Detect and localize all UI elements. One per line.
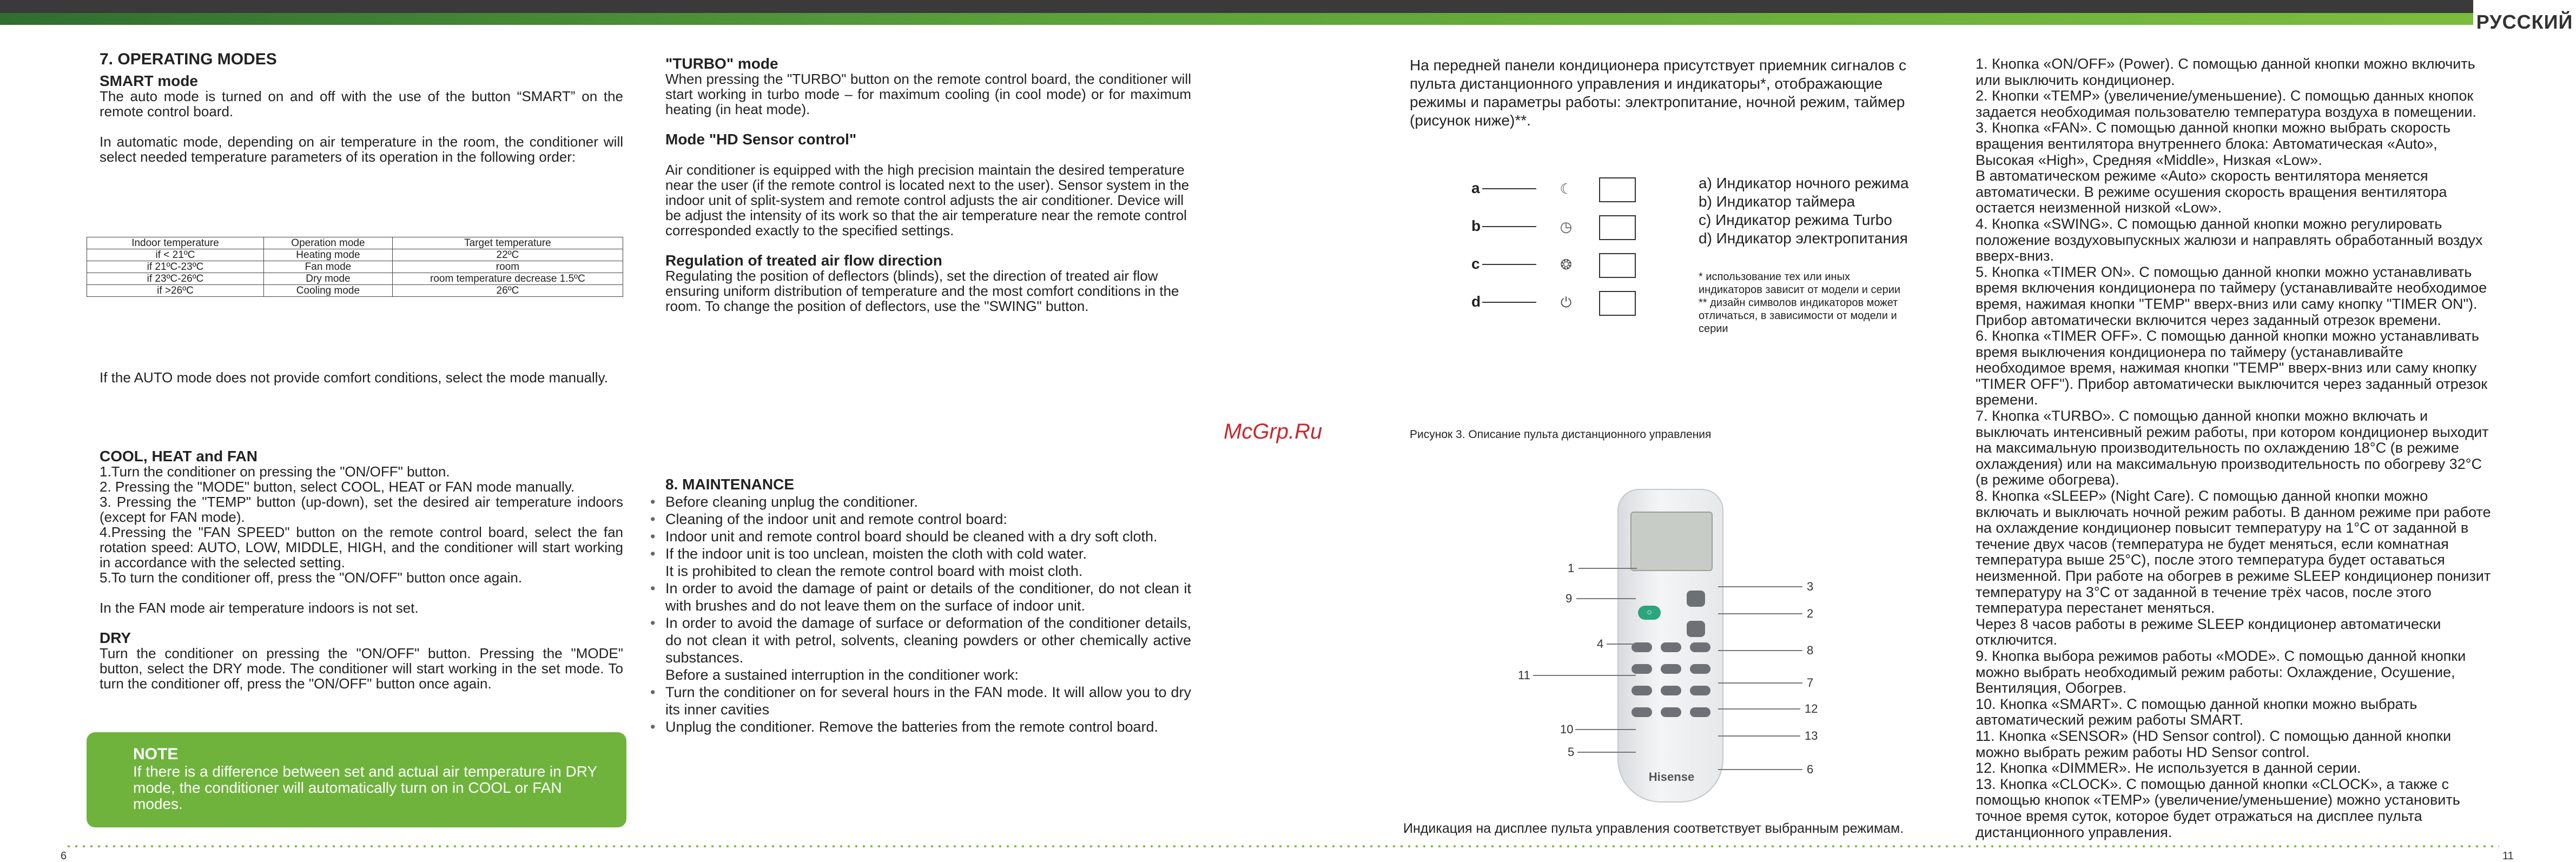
remote-button: [1661, 686, 1681, 695]
page-number-left: 6: [61, 850, 67, 862]
regulation-text: Regulating the position of deflectors (blinds), set the direction of treated air flow ensuring uniform distribution of temperature and the most comfort conditions in the room. To change the position of deflectors, use the "SWING" button.: [665, 268, 1179, 314]
button-description: 8. Кнопка «SLEEP» (Night Care). С помощью данной кнопки можно включать и выключать ночной режим работы. В данном режиме при работе на охлаждение кондиционер повысит температуру на 1°С от заданной в течение двух часов (температура не будет меняться, если комнатная температура выше 25°С), после этого температура будет оставаться неизменной. При работе на обогрев в режиме SLEEP кондиционер понизит температуру на 3°С от заданной в течение трёх часов, после этого температура перестанет меняться.: [1976, 488, 2491, 616]
table-cell: if 21ºC-23ºC: [87, 261, 264, 273]
button-description: 13. Кнопка «CLOCK». С помощью данной кнопки «CLOCK», а также с помощью кнопок «TEMP» (увеличение/уменьшение) можно установить точное время суток, которое будет отражаться на дисплее пульта дистанционного управления.: [1976, 775, 2460, 840]
note-text: If there is a difference between set and actual air temperature in DRY mode, the conditioner will automatically turn on in COOL or FAN modes.: [133, 763, 597, 812]
left-column: [100, 52, 623, 164]
remote-button: [1661, 642, 1681, 652]
button-description: 7. Кнопка «TURBO». С помощью данной кнопки можно включать и выключать интенсивный режим работы, при котором кондиционер выходит на максимальную производительность по охлаждению 18°С (в режиме охлаждения) или на максимальную производительность по обогреву 32°С (в режиме обогрева).: [1976, 408, 2489, 488]
callout-line: [1578, 568, 1637, 569]
indicator-box: [1599, 253, 1636, 278]
list-item: It is prohibited to clean the remote control board with moist cloth.: [665, 563, 1083, 579]
list-item: • Before cleaning unplug the conditioner.: [649, 493, 1191, 510]
callout-number: 2: [1807, 607, 1814, 620]
turbo-text: When pressing the "TURBO" button on the remote control board, the conditioner will start working in turbo mode – for maximum cooling (in cool mode) or for maximum heating (in heat mode).: [665, 71, 1191, 117]
indicator-row-c: [1471, 249, 1655, 279]
indicator-row-a: [1471, 173, 1655, 203]
callout-line: [1576, 598, 1636, 599]
cool-step: 2. Pressing the "MODE" button, select COOL, HEAT or FAN mode manually.: [100, 479, 575, 495]
table-header-cell: Operation mode: [264, 237, 393, 249]
indicator-box: [1599, 177, 1636, 202]
button-description: 10. Кнопка «SMART». С помощью данной кнопки можно выбрать автоматический режим работы SMART.: [1976, 695, 2418, 728]
list-item: • Turn the conditioner on for several hours in the FAN mode. It will allow you to dry its inner cavities: [649, 684, 1191, 718]
header-green-bar: [0, 13, 2576, 25]
language-label: РУССКИЙ: [2476, 11, 2573, 33]
table-cell: room temperature decrease 1.5ºC: [392, 273, 623, 285]
smart-title: SMART mode: [100, 72, 198, 89]
table-row: [87, 285, 623, 297]
table-row: [87, 249, 623, 261]
indicator-diagram: [1471, 173, 1655, 330]
table-cell: if >26ºC: [87, 285, 264, 297]
table-header-cell: Indoor temperature: [87, 237, 264, 249]
table-cell: if < 21ºC: [87, 249, 264, 261]
watermark: McGrp.Ru: [1224, 420, 1323, 443]
table-cell: if 23ºC-26ºC: [87, 273, 264, 285]
button-description: 6. Кнопка «TIMER OFF». С помощью данной кнопки можно устанавливать время выключения кондиционера по таймеру (устанавливайте необходимое время, нажимая кнопки "TEMP" вверх-вниз или саму кнопку "TIMER OFF"). Прибор автоматически выключится через заданный отрезок времени.: [1976, 328, 2488, 408]
callout-number: 7: [1807, 676, 1814, 689]
note-title: NOTE: [133, 745, 179, 763]
remote-button: [1690, 707, 1710, 717]
button-description: 12. Кнопка «DIMMER». Не используется в данной серии.: [1976, 760, 2361, 777]
fan-note: In the FAN mode air temperature indoors is not set.: [100, 600, 419, 616]
callout-line: [1718, 650, 1802, 651]
button-description: В автоматическом режиме «Auto» скорость вентилятора меняется автоматически. В режиме осушения скорость вращения вентилятора остается неизменной низкой «Low».: [1976, 168, 2447, 216]
temp-up-button: [1687, 591, 1705, 607]
indicator-leader-line: [1482, 188, 1536, 189]
remote-button: [1690, 642, 1710, 652]
callout-number: 13: [1805, 729, 1818, 742]
list-item: Before a sustained interruption in the conditioner work:: [665, 667, 1019, 683]
table-cell: 26ºC: [392, 285, 623, 297]
footer-dotted-line: [65, 845, 2499, 847]
temp-down-button: [1687, 621, 1705, 637]
callout-number: 3: [1807, 580, 1814, 593]
note-box: [87, 732, 626, 827]
button-description: 1. Кнопка «ON/OFF» (Power). С помощью данной кнопки можно включить или выключить кондиционер.: [1976, 56, 2475, 88]
indicator-leader-line: [1482, 226, 1536, 227]
callout-line: [1718, 586, 1802, 587]
power-icon: ⏻: [1560, 294, 1572, 310]
page-number-right: 11: [2502, 850, 2514, 862]
indicator-legend: [1699, 174, 1937, 248]
footnote: ** дизайн символов индикаторов может отличаться, в зависимости от модели и серии: [1699, 297, 1898, 335]
callout-number: 9: [1566, 592, 1573, 605]
figure-caption: Рисунок 3. Описание пульта дистанционного управления: [1410, 428, 1712, 441]
indicator-leader-line: [1482, 264, 1536, 265]
callout-number: 10: [1560, 722, 1574, 736]
button-description: 11. Кнопка «SENSOR» (HD Sensor control). С помощью данной кнопки можно выбрать режим работы HD Sensor control.: [1976, 727, 2452, 760]
callout-number: 4: [1597, 637, 1604, 651]
callout-number: 12: [1805, 702, 1818, 715]
dry-title: DRY: [100, 629, 131, 646]
remote-button: [1690, 686, 1710, 695]
language-tab: [2473, 0, 2576, 38]
table-header-cell: Target temperature: [392, 237, 623, 249]
indicator-letter: a: [1471, 180, 1480, 196]
maintenance-title: 8. MAINTENANCE: [665, 476, 795, 493]
indicator-label: b) Индикатор таймера: [1699, 193, 1855, 210]
cool-step: 1.Turn the conditioner on pressing the "ON/OFF" button.: [100, 463, 450, 480]
indicator-label: a) Индикатор ночного режима: [1699, 175, 1909, 191]
smart-paragraph-2: In automatic mode, depending on air temperature in the room, the conditioner will select needed temperature parameters of its operation in the following order:: [100, 134, 623, 165]
remote-brand-logo: Hisense: [1648, 770, 1695, 784]
list-item: • In order to avoid the damage of paint or details of the conditioner, do not clean it with brushes and do not leave them on the surface of indoor unit.: [649, 580, 1191, 614]
button-description: 2. Кнопки «TEMP» (увеличение/уменьшение). С помощью данных кнопок задается необходимая пользователю температура воздуха в помещении.: [1976, 88, 2476, 120]
cool-heat-fan-section: [100, 449, 623, 691]
table-row: [87, 273, 623, 285]
callout-number: 11: [1518, 668, 1530, 682]
button-description: 3. Кнопка «FAN». С помощью данной кнопки можно выбрать скорость вращения вентилятора внутреннего блока: Автоматическая «Auto», Высокая «High», Средняя «Middle», Низкая «Low».: [1976, 120, 2450, 168]
maintenance-list: [649, 493, 1191, 735]
callout-line: [1575, 729, 1636, 730]
table-cell: Cooling mode: [264, 285, 393, 297]
remote-control-image: [1617, 489, 1723, 803]
cool-heat-fan-title: COOL, HEAT and FAN: [100, 448, 257, 465]
remote-display: [1630, 512, 1713, 571]
footnotes: [1699, 270, 1915, 335]
indicator-letter: c: [1471, 255, 1480, 272]
cool-step: 3. Pressing the "TEMP" button (up-down), set the desired air temperature indoors (except for FAN mode).: [100, 494, 623, 525]
indicator-leader-line: [1482, 302, 1536, 303]
button-description: 5. Кнопка «TIMER ON». С помощью данной кнопки можно устанавливать время включения кондиционера по таймеру (устанавливайте необходимое время, нажимая кнопки "TEMP" вверх-вниз или саму кнопку "TIMER ON"). Прибор автоматически включится через заданный отрезок времени.: [1976, 263, 2487, 328]
button-description: 4. Кнопка «SWING». С помощью данной кнопки можно регулировать положение воздуховыпускных жалюзи и направлять обработанный воздух вверх-вниз.: [1976, 215, 2483, 264]
remote-button: [1661, 664, 1681, 674]
list-item: • If the indoor unit is too unclean, moisten the cloth with cold water.: [649, 545, 1191, 562]
list-item: • In order to avoid the damage of surface or deformation of the conditioner details, do not clean it with petrol, solvents, cleaning powders or other chemically active substances.: [649, 614, 1191, 666]
indicator-letter: b: [1471, 217, 1481, 234]
table-cell: Fan mode: [264, 261, 393, 273]
callout-line: [1718, 735, 1800, 737]
auto-note: [100, 370, 623, 385]
buttons-description: [1976, 56, 2495, 840]
button-description: 9. Кнопка выбора режимов работы «MODE». С помощью данной кнопки можно выбрать необходимый режим работы: Охлаждение, Осушение, Вентиляция, Обогрев.: [1976, 647, 2466, 697]
callout-line: [1718, 769, 1802, 770]
table-row: [87, 261, 623, 273]
indicator-box: [1599, 215, 1636, 240]
indicator-label: d) Индикатор электропитания: [1699, 230, 1908, 247]
cool-step: 4.Pressing the "FAN SPEED" button on the remote control board, select the fan rotation speed: AUTO, LOW, MIDDLE, HIGH, and the conditioner will start working in accordance with the selected setting.: [100, 524, 623, 571]
indicator-row-d: [1471, 287, 1655, 317]
table-cell: 22ºC: [392, 249, 623, 261]
table-header-row: [87, 237, 623, 249]
russian-intro: [1410, 56, 1918, 130]
power-button: ○: [1638, 606, 1661, 620]
callout-number: 5: [1568, 745, 1575, 759]
callout-line: [1718, 682, 1802, 684]
callout-number: 6: [1807, 762, 1814, 776]
maintenance-section: [649, 476, 1191, 735]
regulation-title: Regulation of treated air flow direction: [665, 252, 942, 269]
remote-button: [1632, 686, 1652, 695]
turbo-title: "TURBO" mode: [665, 55, 778, 72]
callout-line: [1718, 613, 1802, 614]
indicator-label: c) Индикатор режима Turbo: [1699, 211, 1892, 228]
dry-text: Turn the conditioner on pressing the "ON/OFF" button. Pressing the "MODE" button, select the DRY mode. The conditioner will start working in the set mode. To turn the conditioner off, press the "ON/OFF" button once again.: [100, 645, 623, 692]
table-cell: Heating mode: [264, 249, 393, 261]
remote-button: [1632, 707, 1652, 717]
clock-icon: ◷: [1560, 218, 1573, 235]
auto-mode-table: [87, 237, 623, 297]
intro-text: На передней панели кондиционера присутствует приемник сигналов с пульта дистанционного управления и индикаторы*, отображающие режимы и параметры работы: электропитание, ночной режим, таймер (рисунок ниже)**.: [1410, 57, 1907, 129]
list-item: • Indoor unit and remote control board should be cleaned with a dry soft cloth.: [649, 528, 1191, 545]
middle-column: [665, 56, 1191, 314]
remote-button: [1661, 707, 1681, 717]
cool-step: 5.To turn the conditioner off, press the "ON/OFF" button once again.: [100, 569, 523, 586]
list-item: • Unplug the conditioner. Remove the batteries from the remote control board.: [649, 718, 1191, 735]
remote-button: [1632, 664, 1652, 674]
list-item: • Cleaning of the indoor unit and remote control board:: [649, 510, 1191, 528]
hd-sensor-text: Air conditioner is equipped with the high precision maintain the desired temperature near the user (if the remote control is located next to the user). Sensor system in the indoor unit of split-system and remote control adjusts the air conditioner. Device will be adjust the intensity of its work so that the air temperature near the remote control corresponded exactly to the specified settings.: [665, 162, 1190, 238]
callout-line: [1577, 752, 1636, 753]
callout-line: [1718, 708, 1800, 710]
table-cell: Dry mode: [264, 273, 393, 285]
callout-number: 1: [1568, 561, 1575, 575]
turbo-icon: ❂: [1560, 256, 1572, 273]
table-cell: room: [392, 261, 623, 273]
callout-line: [1533, 675, 1636, 676]
indicator-row-b: [1471, 211, 1655, 241]
callout-number: 8: [1807, 644, 1814, 657]
remote-button: [1690, 664, 1710, 674]
footnote: * использование тех или иных индикаторов зависит от модели и серии: [1699, 271, 1901, 296]
indicator-box: [1599, 291, 1636, 316]
auto-note-text: If the AUTO mode does not provide comfort conditions, select the mode manually.: [100, 369, 608, 386]
section-title: 7. OPERATING MODES: [100, 50, 277, 68]
smart-paragraph-1: The auto mode is turned on and off with the use of the button “SMART” on the remote control board.: [100, 88, 623, 120]
indicator-letter: d: [1471, 293, 1481, 310]
button-description: Через 8 часов работы в режиме SLEEP кондиционер автоматически отключится.: [1976, 615, 2441, 648]
display-note: Индикация на дисплее пульта управления соответствует выбранным режимам.: [1403, 821, 1904, 836]
moon-icon: ☾: [1560, 181, 1573, 197]
hd-sensor-title: Mode "HD Sensor control": [665, 131, 857, 148]
callout-line: [1607, 644, 1636, 645]
header-dark-bar: [0, 0, 2576, 13]
